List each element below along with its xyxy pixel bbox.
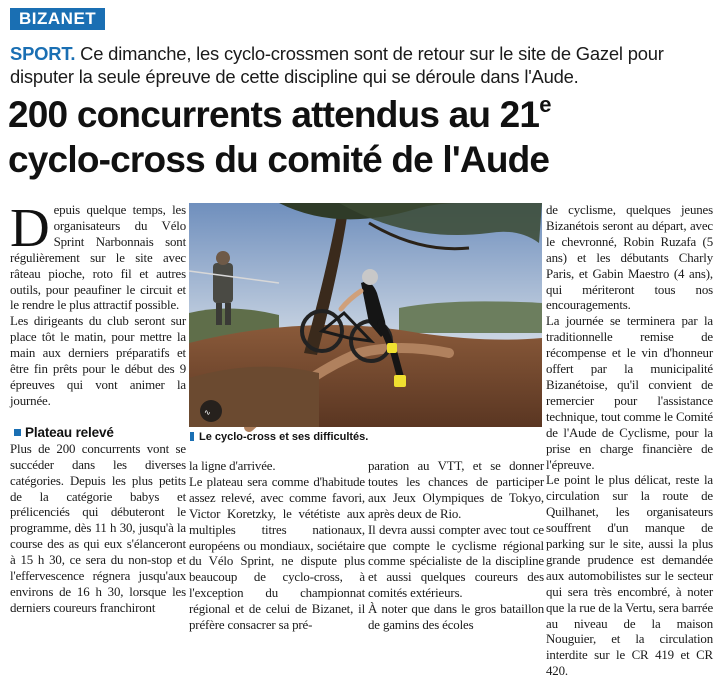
column-2: [189, 459, 365, 634]
svg-text:∿: ∿: [204, 408, 211, 417]
paragraph-9: de cyclisme, quelques jeunes Bizanétois seront au départ, avec le chevronné, Robin Ruzafa (5 ans) et les débutants Charly Paris, et Gabin Maestro (4 ans), qui mériteront tous nos encouragements.: [546, 203, 713, 313]
paragraph-3: Plus de 200 concurrents vont se succéder dans les diverses catégories. Depuis les plus petits de la catégorie babys et prélicenciés qui débuteront le programme, dès 11 h 30, jusqu'à la course des as qui eux s'élanceront à 15 h 30, ce sera du non-stop et l'effervescence régnera jusqu'aux environs de 16 h 30, lorsque les derniers coureurs franchiront: [10, 441, 186, 615]
paragraph-2: Les dirigeants du club seront sur place tôt le matin, pour mettre la main aux derniers préparatifs et être fin prêts pour le début des 9 épreuves qui vont animer la journée.: [10, 314, 186, 408]
section-tag: BIZANET: [10, 8, 105, 30]
paragraph-6: paration au VTT, et se donner toutes les chances de participer aux Jeux Olympiques de Tokyo, après deux de Rio.: [368, 459, 544, 521]
headline-line1: 200 concurrents attendus au 21: [8, 94, 540, 135]
intro-lead: [10, 42, 710, 88]
cyclocross-rider-photo-icon: [189, 203, 542, 427]
subheading: Plateau relevé: [10, 424, 186, 441]
drop-cap: D: [10, 197, 50, 258]
paragraph-7: Il devra aussi compter avec tout ce que compte le cyclisme régional comme spécialiste de la discipline et aussi quelques coureurs des comités extérieurs.: [368, 522, 544, 601]
paragraph-8: À noter que dans le gros bataillon de gamins des écoles: [368, 602, 544, 633]
paragraph-5: Le plateau sera comme d'habitude assez relevé, avec comme favori, Victor Koretzky, le vététiste aux multiples titres nationaux, européens ou mondiaux, sociétaire du Vélo Sprint, ne dispute plus beaucoup de cyclo-cross, à l'exception du championnat régional et de celui de Bizanet, il préfère consacrer sa pré-: [189, 474, 365, 633]
photo-caption: Le cyclo-cross et ses difficultés.: [189, 430, 542, 444]
intro-text: Ce dimanche, les cyclo-crossmen sont de retour sur le site de Gazel pour disputer la seule épreuve de cette discipline qui se déroule dans l'Aude.: [10, 43, 664, 87]
caption-marker-icon: [190, 432, 194, 441]
headline-line2: cyclo-cross du comité de l'Aude: [8, 139, 550, 180]
headline-superscript: e: [539, 92, 551, 117]
square-bullet-icon: [14, 429, 21, 436]
paragraph-4: la ligne d'arrivée.: [189, 459, 276, 473]
cyclocross-photo: [189, 203, 542, 427]
paragraph-10: La journée se terminera par la traditionnelle remise de récompense et le vin d'honneur offert par la municipalité Bizanétoise, qu'il convient de remercier pour l'assistance technique, tout comme le Comité de l'Aude de Cyclisme, pour la prise en charge financière de l'épreuve.: [546, 314, 713, 472]
paragraph-11: Le point le plus délicat, reste la circulation sur la route de Quilhanet, les organisateurs souffrent d'un manque de parking sur le site, aussi la plus grande prudence est demandée aux automobilistes sur le secteur qui sera très encombré, à noter que la rue de la Vertu, sera barrée au niveau de la maison Nouguier, et la circulation interdite sur le CR 419 et CR 420.: [546, 473, 714, 679]
column-4: [546, 203, 713, 680]
column-1: [10, 197, 186, 617]
column-3: [368, 459, 544, 634]
paragraph-1: Depuis quelque temps, les organisateurs du Vélo Sprint Narbonnais sont régulièrement sur le site avec râteau pioche, roto fil et autres outils, pour peaufiner le circuit et le rendre le plus attractif possible.: [10, 197, 186, 313]
article-headline: [8, 92, 720, 182]
intro-keyword: SPORT.: [10, 43, 76, 64]
